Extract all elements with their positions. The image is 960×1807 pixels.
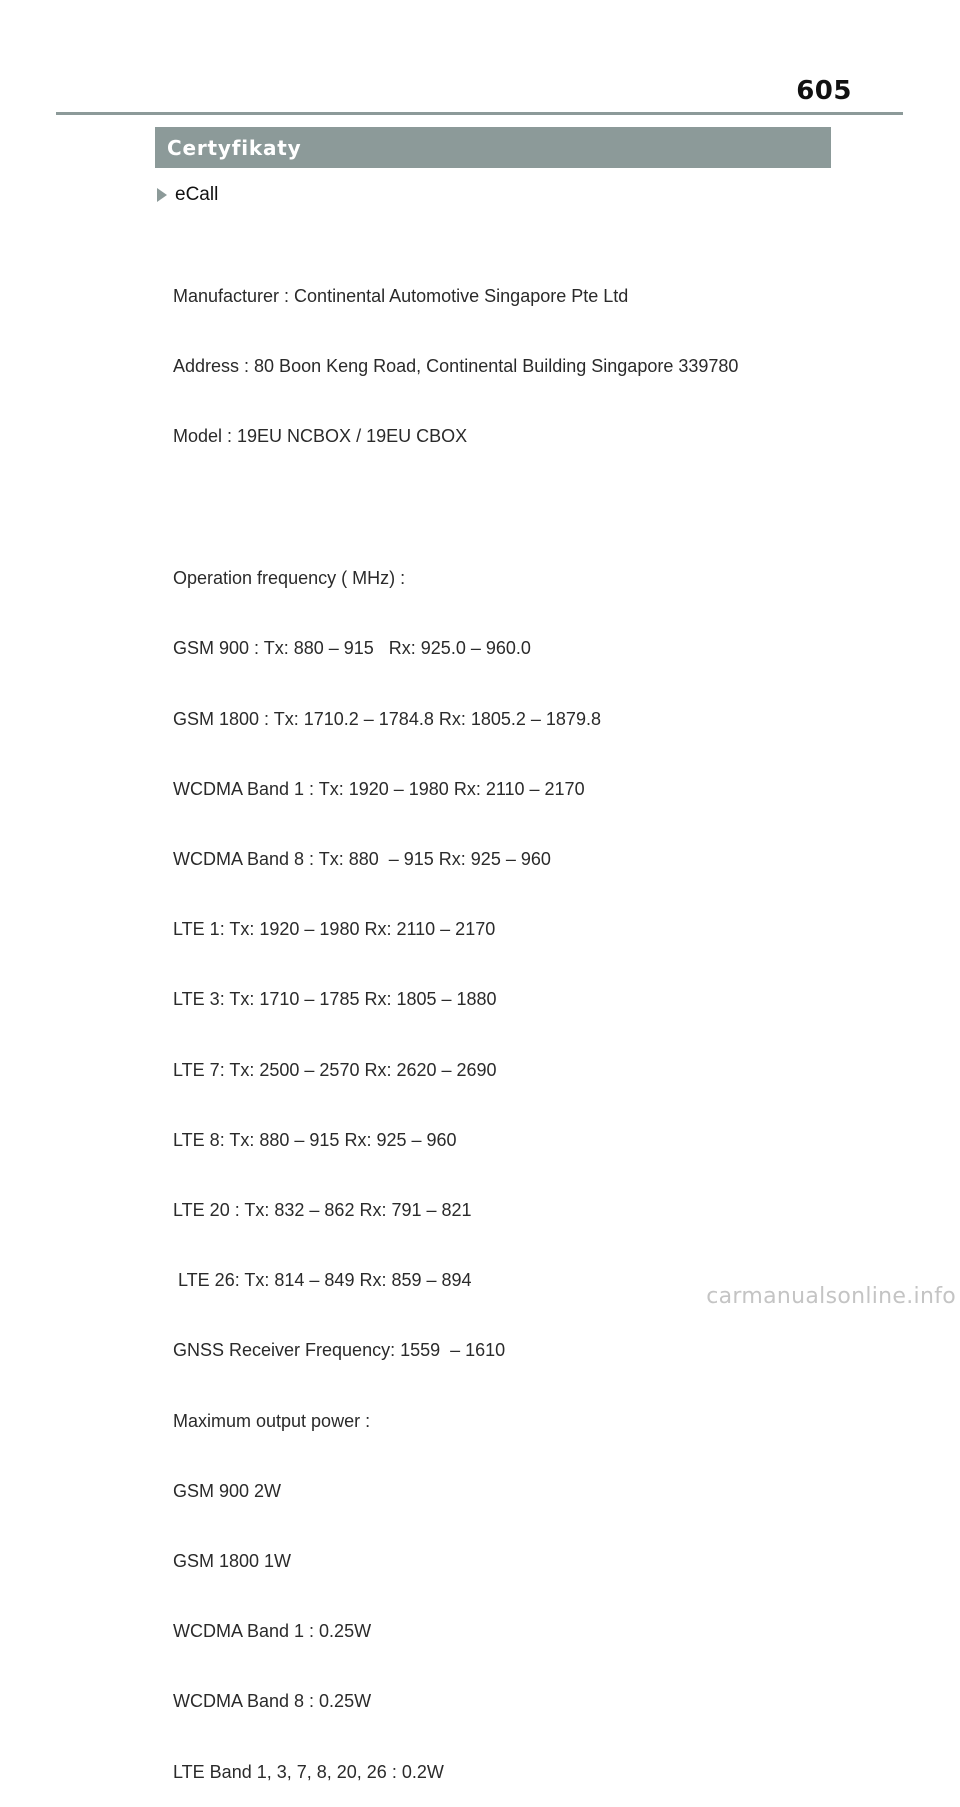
watermark-text: carmanualsonline.info: [706, 1284, 956, 1309]
subsection-heading: [157, 184, 218, 206]
cert-frequency-line: Operation frequency ( MHz) :: [173, 568, 406, 589]
top-rule-divider: [56, 112, 903, 115]
subsection-label: eCall: [175, 184, 219, 205]
triangle-right-icon: [157, 188, 167, 202]
cert-power-line: WCDMA Band 1 : 0.25W: [173, 1621, 372, 1642]
section-title: Certyfikaty: [167, 135, 302, 160]
cert-frequency-line: GSM 1800 : Tx: 1710.2 – 1784.8 Rx: 1805.2 – 1879.8: [173, 708, 601, 729]
cert-frequency-line: WCDMA Band 1 : Tx: 1920 – 1980 Rx: 2110 – 2170: [173, 778, 585, 799]
cert-frequency-line: LTE 3: Tx: 1710 – 1785 Rx: 1805 – 1880: [173, 989, 497, 1010]
cert-manufacturer-line: Manufacturer : Continental Automotive Singapore Pte Ltd: [173, 285, 629, 306]
cert-power-line: LTE Band 1, 3, 7, 8, 20, 26 : 0.2W: [173, 1761, 444, 1782]
cert-frequency-line: GSM 900 : Tx: 880 – 915 Rx: 925.0 – 960.0: [173, 638, 531, 659]
cert-frequency-line: WCDMA Band 8 : Tx: 880 – 915 Rx: 925 – 960: [173, 849, 551, 870]
cert-frequency-line: LTE 26: Tx: 814 – 849 Rx: 859 – 894: [173, 1270, 472, 1291]
cert-spacer: [173, 495, 738, 520]
cert-power-line: GSM 900 2W: [173, 1480, 282, 1501]
cert-address-line: Address : 80 Boon Keng Road, Continental Building Singapore 339780: [173, 356, 739, 377]
page-number: 605: [796, 76, 852, 106]
cert-frequency-line: LTE 8: Tx: 880 – 915 Rx: 925 – 960: [173, 1129, 457, 1150]
cert-frequency-line: LTE 7: Tx: 2500 – 2570 Rx: 2620 – 2690: [173, 1059, 497, 1080]
certificate-text-block: [173, 238, 738, 1807]
cert-power-line: Maximum output power :: [173, 1410, 371, 1431]
cert-frequency-line: LTE 1: Tx: 1920 – 1980 Rx: 2110 – 2170: [173, 919, 496, 940]
cert-power-line: WCDMA Band 8 : 0.25W: [173, 1691, 372, 1712]
section-header-bar: [155, 127, 831, 168]
cert-frequency-line: LTE 20 : Tx: 832 – 862 Rx: 791 – 821: [173, 1200, 472, 1221]
cert-model-line: Model : 19EU NCBOX / 19EU CBOX: [173, 426, 468, 447]
cert-power-line: GSM 1800 1W: [173, 1551, 292, 1572]
cert-frequency-line: GNSS Receiver Frequency: 1559 – 1610: [173, 1340, 506, 1361]
